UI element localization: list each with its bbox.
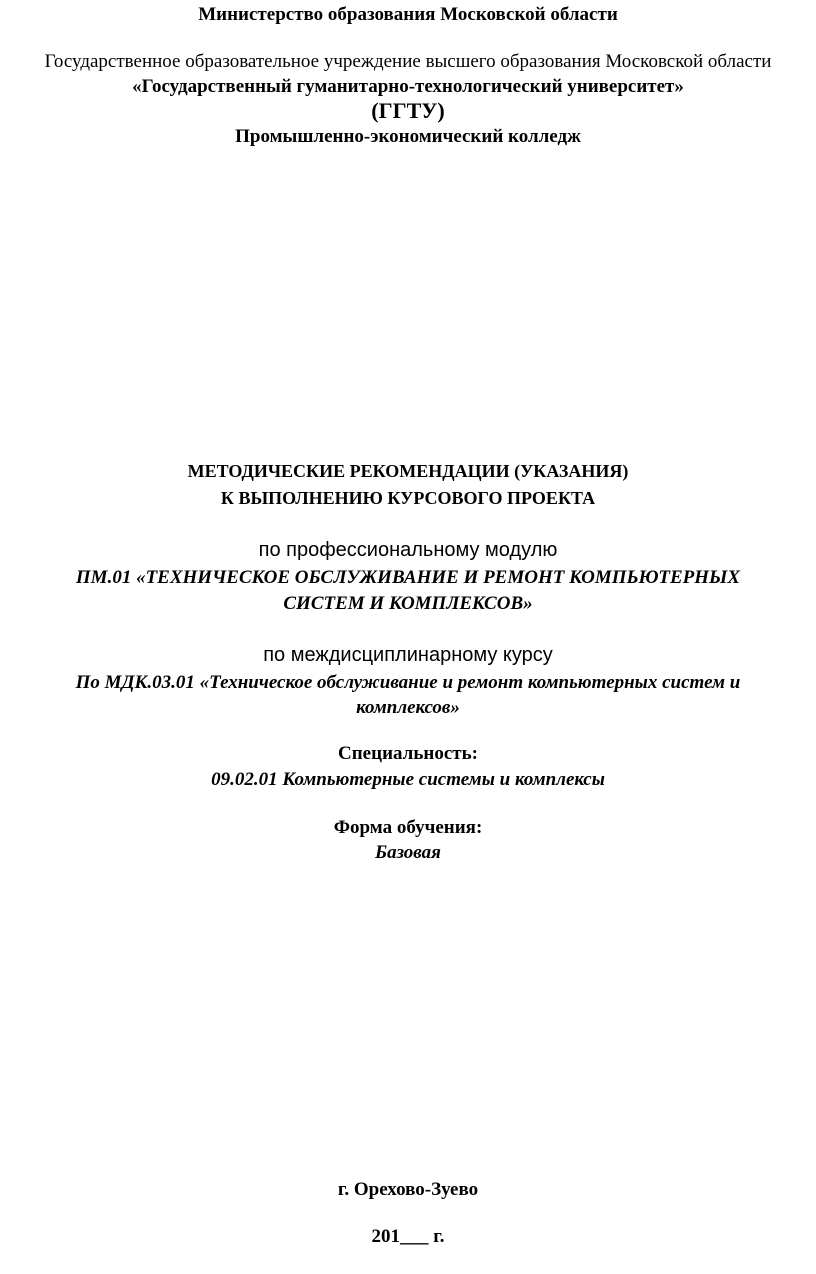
specialty-value: 09.02.01 Компьютерные системы и комплексы [211,769,605,790]
module-name-line2: СИСТЕМ И КОМПЛЕКСОВ» [283,593,533,614]
module-name-line1: ПМ.01 «ТЕХНИЧЕСКОЕ ОБСЛУЖИВАНИЕ И РЕМОНТ КОМПЬЮТЕРНЫХ [75,567,741,588]
city: г. Орехово-Зуево [337,1179,479,1200]
university-name: «Государственный гуманитарно-технологический университет» [132,76,684,97]
course-label: по междисциплинарному курсу [263,644,553,666]
specialty-label: Специальность: [338,743,478,764]
institution-type: Государственное образовательное учреждение высшего образования Московской области [44,51,772,72]
document-title-line2: К ВЫПОЛНЕНИЮ КУРСОВОГО ПРОЕКТА [220,488,596,508]
study-form-value: Базовая [375,842,441,863]
module-label: по профессиональному модулю [258,539,558,561]
document-title-line1: МЕТОДИЧЕСКИЕ РЕКОМЕНДАЦИИ (УКАЗАНИЯ) [187,461,629,481]
year: 201___ г. [371,1226,445,1247]
course-name-line2: комплексов» [356,697,460,718]
course-name-line1: По МДК.03.01 «Техническое обслуживание и ремонт компьютерных систем и [75,672,741,693]
study-form-label: Форма обучения: [333,817,483,838]
college-name: Промышленно-экономический колледж [235,126,581,147]
ministry-heading: Министерство образования Московской области [198,4,618,25]
university-abbreviation: (ГГТУ) [371,98,445,123]
